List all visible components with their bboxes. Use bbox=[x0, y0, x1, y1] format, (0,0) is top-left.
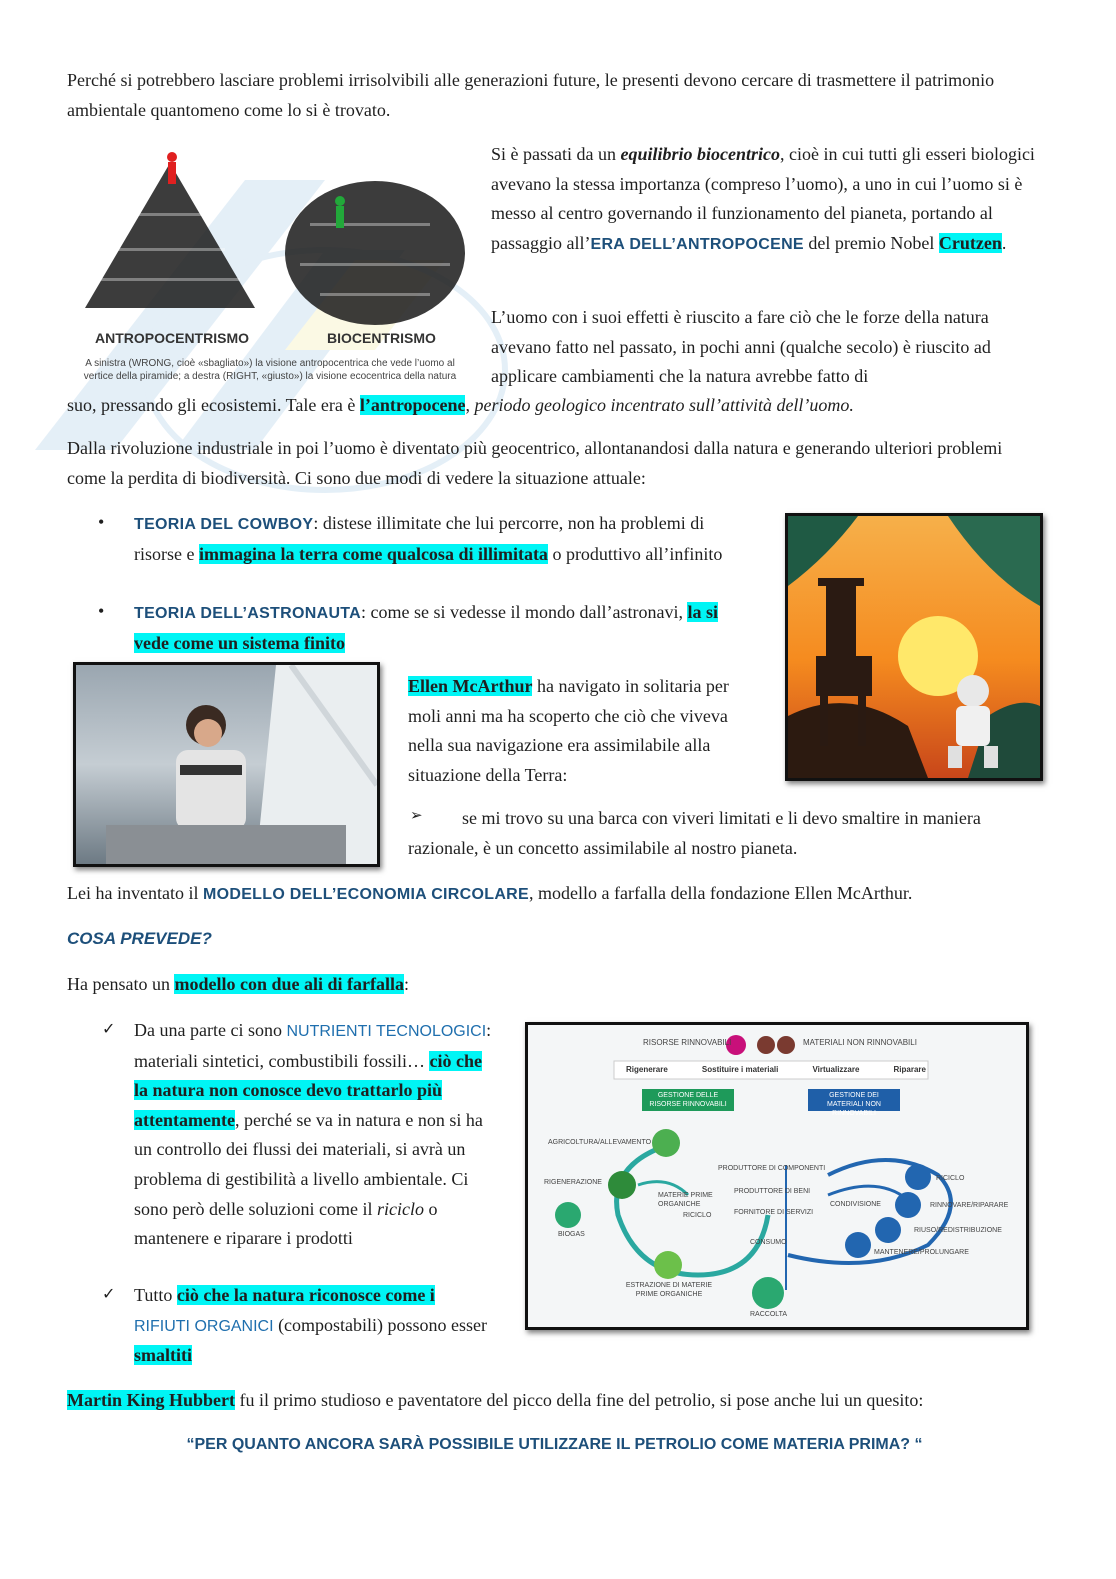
text-span: : distese illimitate che lui percorre, non ha problemi di risorse e bbox=[134, 513, 705, 564]
diagram-label: MATERIE PRIME ORGANICHE bbox=[658, 1192, 713, 1208]
butterfly-model-paragraph bbox=[67, 970, 1042, 1000]
antropocentrismo-label: ANTROPOCENTRISMO bbox=[95, 330, 249, 346]
diagram-label: RIUSO/REDISTRIBUZIONE bbox=[914, 1227, 1002, 1234]
diagram-label: RICICLO bbox=[936, 1175, 965, 1182]
text-span: Si è passati da un bbox=[491, 144, 621, 164]
cowboy-theory-item bbox=[134, 509, 754, 569]
text-span: . bbox=[1001, 232, 1007, 253]
diagram-label: CONDIVISIONE bbox=[830, 1201, 881, 1208]
term-biocentric: equilibrio biocentrico bbox=[620, 144, 780, 164]
diagram-label: RINNOVARE/RIPARARE bbox=[930, 1202, 1009, 1209]
term-organic-waste: RIFIUTI ORGANICI bbox=[134, 1317, 274, 1335]
biocentrismo-label: BIOCENTRISMO bbox=[327, 330, 436, 346]
arrow-bullet-icon: ➢ bbox=[410, 806, 423, 824]
bullet-dot: • bbox=[98, 512, 105, 532]
text-span: del premio Nobel bbox=[803, 232, 939, 253]
text-span: , perché se va in natura e non si ha un controllo dei flussi dei materiali, si avrà un problema di gestibilità a livello ambientale. Ci sono però delle soluzioni come il bbox=[134, 1109, 483, 1219]
text-span: L’uomo con i suoi effetti è riuscito a fare ciò che le forze della natura avevano fatto nel passato, in pochi anni (qualche secolo) è riuscito ad applicare cambiamenti che la natura avrebbe fatto di bbox=[491, 307, 991, 387]
highlight-butterfly-model: modello con due ali di farfalla bbox=[174, 974, 404, 994]
text-span: fu il primo studioso e paventatore del picco della fine del petrolio, si pose anche lui un quesito: bbox=[235, 1390, 924, 1410]
intro-paragraph bbox=[67, 66, 1042, 125]
ellen-mcarthur-sailing-photo bbox=[73, 662, 380, 867]
text-span: Lei ha inventato il bbox=[67, 883, 203, 903]
astronaut-theory-item bbox=[134, 598, 754, 658]
industrial-revolution-paragraph bbox=[67, 434, 1042, 493]
term-riciclo: riciclo bbox=[376, 1198, 424, 1219]
diagram-box-label: GESTIONE DEI MATERIALI NON RINNOVABILI bbox=[827, 1092, 881, 1117]
text-span: : materiali sintetici, combustibili fossili… bbox=[134, 1020, 492, 1071]
biocentric-paragraph bbox=[491, 140, 1036, 259]
text-span: Dalla rivoluzione industriale in poi l’uomo è diventato più geocentrico, allontanandosi dalla natura e generando ulteriori problemi come la perdita di biodiversità. Ci sono due modi di vedere la situazione attuale: bbox=[67, 438, 1003, 488]
highlight-smaltiti: smaltiti bbox=[134, 1345, 192, 1366]
diagram-label: RISORSE RINNOVABILI bbox=[643, 1038, 732, 1047]
highlight-known-to-nature: ciò che la natura riconosce come i bbox=[176, 1285, 435, 1305]
sunset-illustration bbox=[788, 516, 1040, 778]
highlight-ellen-mcarthur: Ellen McArthur bbox=[408, 676, 533, 696]
diagram-label: RACCOLTA bbox=[750, 1311, 788, 1318]
text-span: , modello a farfalla della fondazione Ellen McArthur. bbox=[529, 883, 913, 903]
pyramid-illustration bbox=[70, 143, 470, 343]
hubbert-paragraph bbox=[67, 1386, 1042, 1416]
anthropocene-definition: periodo geologico incentrato sull’attività dell’uomo. bbox=[474, 395, 854, 415]
highlight-finite-system: la si vede come un sistema finito bbox=[134, 602, 718, 653]
text-span: ha navigato in solitaria per moli anni ma ha scoperto che ciò che viveva nella sua navigazione era assimilabile alla situazione della Terra: bbox=[408, 676, 729, 785]
circular-economy-diagram bbox=[525, 1022, 1029, 1330]
term-circular-economy: MODELLO DELL’ECONOMIA CIRCOLARE bbox=[202, 886, 530, 903]
text-span: Da una parte ci sono bbox=[134, 1020, 287, 1040]
text-span: o mantenere e riparare i prodotti bbox=[134, 1198, 438, 1249]
organic-waste-item bbox=[134, 1281, 496, 1371]
text-span: Tutto bbox=[134, 1285, 177, 1305]
oil-question-quote bbox=[67, 1430, 1042, 1460]
strip-label: Riparare bbox=[893, 1065, 926, 1074]
diagram-label: BIOGAS bbox=[558, 1231, 585, 1238]
technological-nutrients-item bbox=[134, 1016, 496, 1254]
checkmark-icon: ✓ bbox=[102, 1284, 116, 1303]
text-span: (compostabili) possono esser bbox=[273, 1314, 488, 1335]
circular-economy-paragraph bbox=[67, 879, 1042, 910]
highlight-anthropocene: l’antropocene bbox=[359, 395, 466, 415]
diagram-label: MANTENERE/PROLUNGARE bbox=[874, 1249, 969, 1256]
diagram-label: PRODUTTORE DI BENI bbox=[734, 1188, 811, 1195]
term-anthropocene-era: ERA DELL’ANTROPOCENE bbox=[590, 235, 804, 253]
cowboy-astronaut-image bbox=[785, 513, 1043, 781]
anthropocentrism-biocentrism-figure bbox=[70, 143, 470, 388]
sailing-illustration bbox=[76, 665, 377, 864]
text-span: : come se si vedesse il mondo dall’astronavi, bbox=[361, 602, 688, 622]
diagram-box-label: GESTIONE DELLE RISORSE RINNOVABILI bbox=[649, 1092, 727, 1108]
highlight-hubbert: Martin King Hubbert bbox=[67, 1390, 236, 1410]
boat-analogy-item bbox=[408, 804, 1028, 863]
diagram-label: RICICLO bbox=[683, 1212, 712, 1219]
text-span: suo, pressando gli ecosistemi. Tale era è bbox=[67, 395, 360, 415]
diagram-label: ESTRAZIONE DI MATERIE PRIME ORGANICHE bbox=[625, 1282, 713, 1298]
text-span: , bbox=[465, 395, 475, 415]
diagram-label: FORNITORE DI SERVIZI bbox=[734, 1209, 814, 1216]
human-effects-paragraph bbox=[491, 303, 1036, 392]
text-span: se mi trovo su una barca con viveri limitati e li devo smaltire in maniera razionale, è un concetto assimilabile al nostro pianeta. bbox=[408, 808, 981, 858]
diagram-strategy-strip bbox=[626, 1065, 926, 1074]
strip-label: Sostituire i materiali bbox=[701, 1065, 779, 1074]
cowboy-theory-title: TEORIA DEL COWBOY bbox=[134, 516, 314, 533]
checkmark-icon: ✓ bbox=[102, 1019, 116, 1038]
diagram-label: CONSUMO bbox=[750, 1239, 787, 1246]
highlight-unlimited: immagina la terra come qualcosa di illimitata bbox=[198, 543, 548, 564]
figure-caption: A sinistra (WRONG, cioè «sbagliato») la visione antropocentrica che vede l’uomo al vertice della piramide; a destra (RIGHT, «giusto») la visione ecocentrica della natura bbox=[83, 358, 457, 382]
text-span: : bbox=[403, 974, 409, 994]
quote-text: “PER QUANTO ANCORA SARÀ POSSIBILE UTILIZZARE IL PETROLIO COME MATERIA PRIMA? “ bbox=[186, 1436, 923, 1453]
astronaut-theory-title: TEORIA DELL’ASTRONAUTA bbox=[134, 605, 362, 622]
diagram-label: AGRICOLTURA/ALLEVAMENTO bbox=[548, 1139, 652, 1146]
diagram-label: PRODUTTORE DI COMPONENTI bbox=[718, 1165, 826, 1172]
intro-text: Perché si potrebbero lasciare problemi irrisolvibili alle generazioni future, le presenti devono cercare di trasmettere il patrimonio ambientale quantomeno come lo si è trovato. bbox=[67, 70, 995, 120]
diagram-label: MATERIALI NON RINNOVABILI bbox=[803, 1038, 917, 1047]
text-span: o produttivo all’infinito bbox=[547, 543, 723, 564]
strip-label: Rigenerare bbox=[626, 1065, 668, 1074]
section-heading: COSA PREVEDE? bbox=[67, 929, 212, 948]
term-technological-nutrients: NUTRIENTI TECNOLOGICI bbox=[286, 1023, 487, 1040]
highlight-crutzen: Crutzen bbox=[938, 232, 1002, 253]
anthropocene-line bbox=[67, 391, 1042, 421]
strip-label: Virtualizzare bbox=[812, 1065, 860, 1074]
ellen-mcarthur-paragraph bbox=[408, 672, 753, 790]
diagram-label: RIGENERAZIONE bbox=[544, 1179, 602, 1186]
bullet-dot: • bbox=[98, 601, 105, 621]
text-span: Ha pensato un bbox=[67, 974, 175, 994]
highlight-unknown-to-nature: ciò che la natura non conosce devo trattarlo più attentamente bbox=[134, 1050, 482, 1130]
text-span: , cioè in cui tutti gli esseri biologici avevano la stessa importanza (compreso l’uomo), a uno in cui l’uomo si è messo al centro governando il funzionamento del pianeta, portando al passaggio all’ bbox=[491, 144, 1035, 253]
